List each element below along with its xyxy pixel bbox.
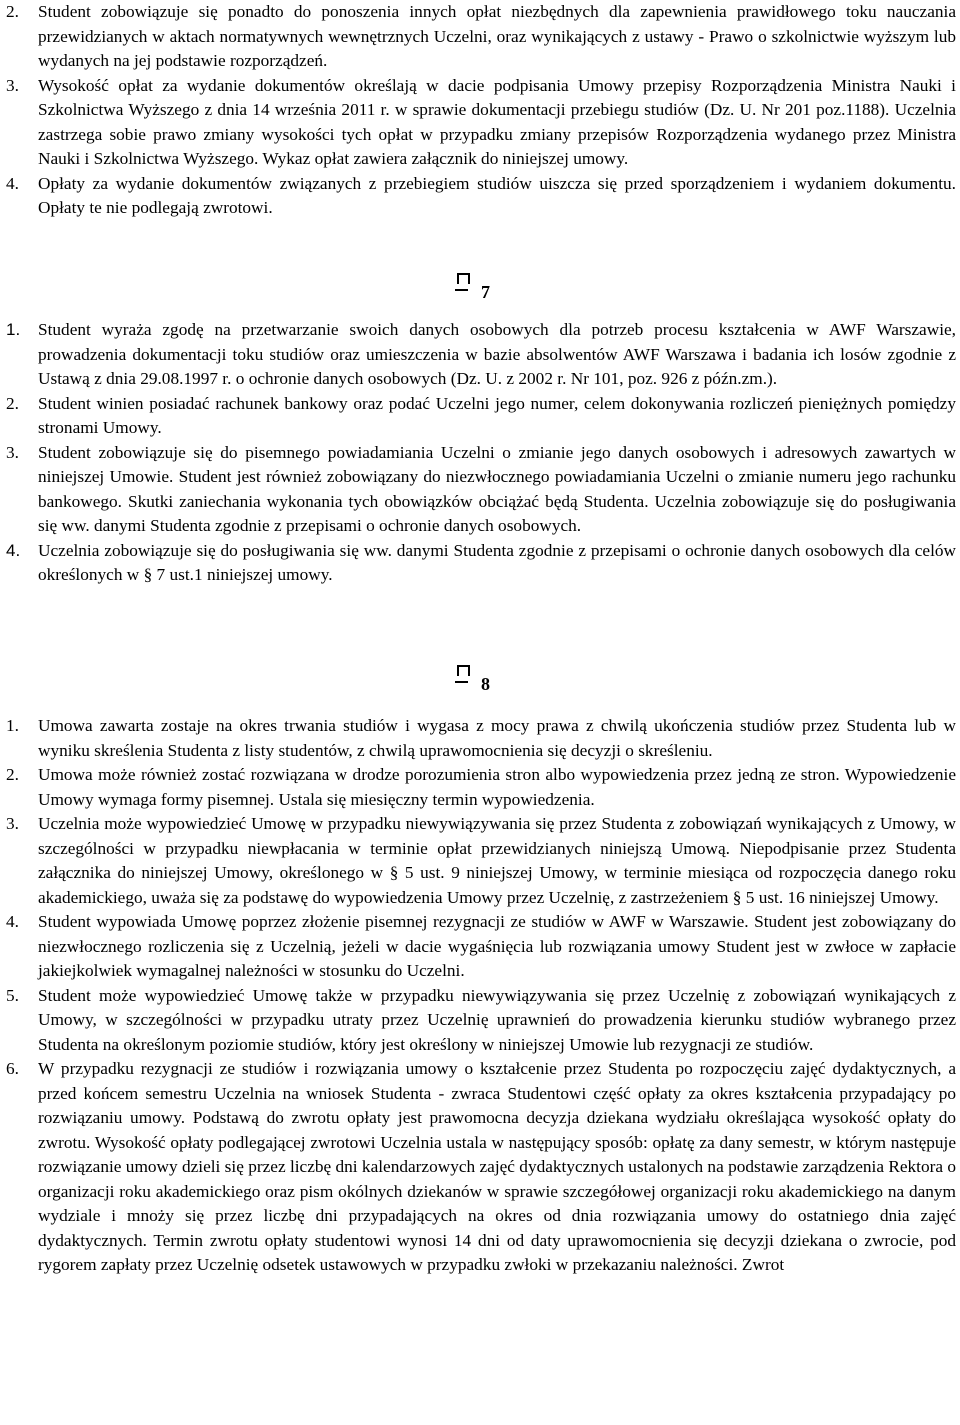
list-item (0, 172, 960, 221)
item-number: 4. (6, 540, 21, 560)
item-text: Student może wypowiedzieć Umowę także w przypadku niewywiązywania się przez Uczelnię z zobowiązań wynikających z Umowy, w szczególności w przypadku utraty przez Uczelnię uprawnień do prowadzenia kierunku studiów wybranego przez Studenta na określonym poziomie studiów, który jest określony w niniejszej Umowie lub rezygnacji ze studiów. (38, 985, 956, 1054)
item-text: Student wyraża zgodę na przetwarzanie swoich danych osobowych dla potrzeb procesu kształcenia w AWF Warszawie, prowadzenia dokumentacji toku studiów oraz umieszczenia w bazie absolwentów AWF Warszawa i badania ich losów zgodnie z Ustawą z dnia 29.08.1997 r. o ochronie danych osobowych (Dz. U. z 2002 r. Nr 101, poz. 926 z późn.zm.). (38, 320, 956, 388)
item-number: 2. (6, 765, 19, 784)
section-heading-7 (0, 270, 960, 302)
item-text: Opłaty za wydanie dokumentów związanych z przebiegiem studiów uiszcza się przed sporządzeniem i wydaniem dokumentu. Opłaty te nie podlegają zwrotowi. (38, 173, 956, 217)
clause-list-section-8 (0, 714, 960, 1278)
item-text: Student winien posiadać rachunek bankowy oraz podać Uczelni jego numer, celem dokonywania rozliczeń pieniężnych pomiędzy stronami Umowy. (38, 393, 956, 437)
clause-list-top (0, 0, 960, 221)
item-number: 3. (6, 814, 19, 833)
list-item (0, 318, 960, 392)
list-item (0, 763, 960, 812)
section-number: 8 (481, 674, 490, 694)
list-item (0, 74, 960, 172)
item-text: Student zobowiązuje się do pisemnego powiadamiania Uczelni o zmianie jego danych osobowych i adresowych zawartych w niniejszej Umowie. Student jest również zobowiązany do niezwłocznego powiadamiania Uczelni o zmianie numeru jego rachunku bankowego. Skutki zaniechania wykonania tych obowiązków obciążać będą Studenta. Uczelnia zobowiązuje się do posługiwania się ww. danymi Studenta zgodnie z przepisami o ochronie danych osobowych. (38, 442, 956, 535)
item-number: 4. (6, 173, 19, 193)
item-text: Umowa zawarta zostaje na okres trwania studiów i wygasa z mocy prawa z chwilą ukończenia studiów przez Studenta lub w wyniku skreślenia Studenta z listy studentów, z chwilą uprawomocnienia się decyzji o skreśleniu. (38, 716, 956, 760)
list-item (0, 910, 960, 984)
item-number: 1. (6, 320, 21, 339)
list-item (0, 392, 960, 441)
section-sign-icon (455, 270, 469, 294)
section-sign-icon (455, 662, 469, 686)
list-item (0, 714, 960, 763)
item-text: Wysokość opłat za wydanie dokumentów określają w dacie podpisania Umowy przepisy Rozporządzenia Ministra Nauki i Szkolnictwa Wyższego z dnia 14 września 2011 r. w sprawie dokumentacji przebiegu studiów (Dz. U. Nr 201 poz.1188). Uczelnia zastrzega sobie prawo zmiany wysokości tych opłat w przypadku zmiany przepisów Rozporządzenia wydanego przez Ministra Nauki i Szkolnictwa Wyższego. Wykaz opłat zawiera załącznik do niniejszej umowy. (38, 75, 956, 168)
item-text: Student zobowiązuje się ponadto do ponoszenia innych opłat niezbędnych dla zapewnienia prawidłowego toku nauczania przewidzianych w aktach normatywnych wewnętrznych Uczelni, oraz wynikających z ustawy - Prawo o szkolnictwie wyższym lub wydanych na jej podstawie rozporządzeń. (38, 2, 956, 70)
item-number: 6. (6, 1059, 19, 1078)
item-number: 3. (6, 75, 19, 95)
item-number: 5. (6, 985, 19, 1005)
item-text: Student wypowiada Umowę poprzez złożenie pisemnej rezygnacji ze studiów w AWF w Warszawie. Student jest zobowiązany do niezwłocznego rozliczenia się z Uczelnią, jeżeli w dacie wygaśnięcia lub rozwiązania umowy Student jest w zwłoce w zapłacie jakiejkolwiek wymagalnej należności w stosunku do Uczelni. (38, 912, 956, 980)
section-number: 7 (481, 282, 490, 302)
item-text: Uczelnia zobowiązuje się do posługiwania się ww. danymi Studenta zgodnie z przepisami o ochronie danych osobowych dla celów określonych w § 7 ust.1 niniejszej umowy. (38, 540, 956, 584)
item-number: 2. (6, 2, 19, 21)
list-item (0, 0, 960, 74)
section-heading-8 (0, 662, 960, 694)
item-number: 2. (6, 393, 19, 413)
item-number: 3. (6, 442, 19, 462)
list-item (0, 984, 960, 1058)
item-text: Uczelnia może wypowiedzieć Umowę w przypadku niewywiązywania się przez Studenta z zobowiązań wynikających z Umowy, w szczególności w przypadku niewpłacania w terminie opłat przewidzianych niniejszą Umową. Niepodpisanie przez Studenta załącznika do niniejszej Umowy, określonego w § 5 ust. 9 niniejszej Umowy, w terminie miesiąca od rozpoczęcia danego roku akademickiego, uważa się za podstawę do wypowiedzenia Umowy przez Uczelnię, z zastrzeżeniem § 5 ust. 16 niniejszej Umowy. (38, 814, 956, 907)
list-item (0, 441, 960, 539)
list-item (0, 539, 960, 588)
item-number: 1. (6, 716, 19, 735)
list-item (0, 1057, 960, 1278)
item-text: Umowa może również zostać rozwiązana w drodze porozumienia stron albo wypowiedzenia przez jedną ze stron. Wypowiedzenie Umowy wymaga formy pisemnej. Ustala się miesięczny termin wypowiedzenia. (38, 765, 956, 809)
clause-list-section-7 (0, 318, 960, 588)
list-item (0, 812, 960, 910)
item-text: W przypadku rezygnacji ze studiów i rozwiązania umowy o kształcenie przez Studenta po rozpoczęciu zajęć dydaktycznych, a przed końcem semestru Uczelnia na wniosek Studenta - zwraca Studentowi część opłaty za okres kształcenia przypadający po rozwiązaniu umowy. Podstawą do zwrotu opłaty jest prawomocna decyzja dziekana wydziału określająca wysokość opłaty do zwrotu. Wysokość opłaty podlegającej zwrotowi Uczelnia ustala w następujący sposób: opłatę za dany semestr, w którym następuje rozwiązanie umowy dzieli się przez liczbę dni kalendarzowych zajęć dydaktycznych ustalonych na podstawie zarządzenia Rektora o organizacji roku akademickiego oraz pism okólnych dziekanów w sprawie szczegółowej organizacji roku akademickiego na danym wydziale i mnoży się przez liczbę dni przypadających na okres od dnia rozwiązania umowy do ostatniego dnia zajęć dydaktycznych. Termin zwrotu opłaty studentowi wynosi 14 dni od daty uprawomocnienia się decyzji dziekana o zwrocie, pod rygorem zapłaty przez Uczelnię odsetek ustawowych w przypadku zwłoki w przekazaniu należności. Zwrot (38, 1059, 956, 1274)
item-number: 4. (6, 912, 19, 931)
